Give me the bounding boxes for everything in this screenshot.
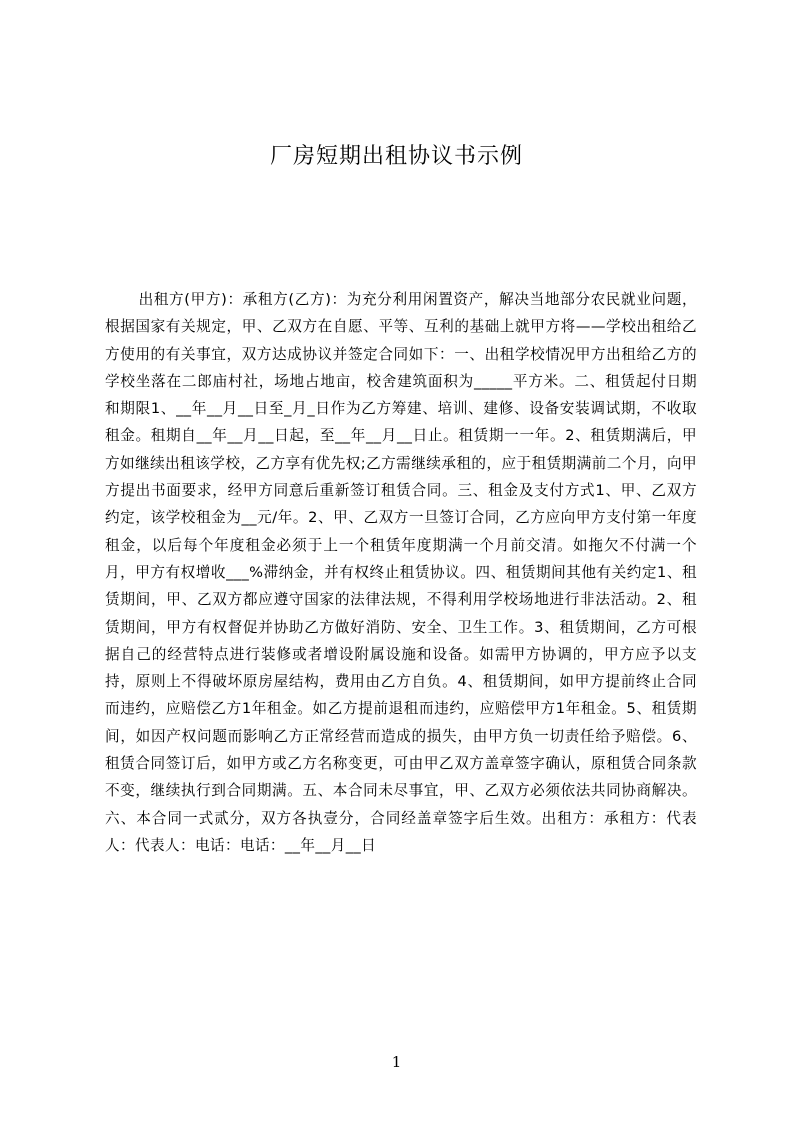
document-title: 厂房短期出租协议书示例: [269, 144, 523, 169]
document-body-paragraph: 出租方(甲方)：承租方(乙方)：为充分利用闲置资产，解决当地部分农民就业问题，根据国家有关规定，甲、乙双方在自愿、平等、互利的基础上就甲方将——学校出租给乙方使用的有关事宜，双方达成协议并签定合同如下：一、出租学校情况甲方出租给乙方的学校坐落在二郎庙村社，场地占地亩，校舍建筑面积为_____平方米。二、租赁起付日期和期限1、__年__月__日至_月_日作为乙方筹建、培训、建修、设备安装调试期，不收取租金。租期自__年__月__日起，至__年__月__日止。租赁期一一年。2、租赁期满后，甲方如继续出租该学校，乙方享有优先权;乙方需继续承租的，应于租赁期满前二个月，向甲方提出书面要求，经甲方同意后重新签订租赁合同。三、租金及支付方式1、甲、乙双方约定，该学校租金为__元/年。2、甲、乙双方一旦签订合同，乙方应向甲方支付第一年度租金，以后每个年度租金必须于上一个租赁年度期满一个月前交清。如拖欠不付满一个月，甲方有权增收___%滞纳金，并有权终止租赁协议。四、租赁期间其他有关约定1、租赁期间，甲、乙双方都应遵守国家的法律法规，不得利用学校场地进行非法活动。2、租赁期间，甲方有权督促并协助乙方做好消防、安全、卫生工作。3、租赁期间，乙方可根据自己的经营特点进行装修或者增设附属设施和设备。如需甲方协调的，甲方应予以支持，原则上不得破坏原房屋结构，费用由乙方自负。4、租赁期间，如甲方提前终止合同而违约，应赔偿乙方1年租金。如乙方提前退租而违约，应赔偿甲方1年租金。5、租赁期间，如因产权问题而影响乙方正常经营而造成的损失，由甲方负一切责任给予赔偿。6、租赁合同签订后，如甲方或乙方名称变更，可由甲乙双方盖章签字确认，原租赁合同条款不变，继续执行到合同期满。五、本合同未尽事宜，甲、乙双方必须依法共同协商解决。六、本合同一式贰分，双方各执壹分，合同经盖章签字后生效。出租方：承租方：代表人：代表人：电话：电话：__年__月__日: [105, 291, 697, 854]
page-number: 1: [391, 1053, 402, 1071]
